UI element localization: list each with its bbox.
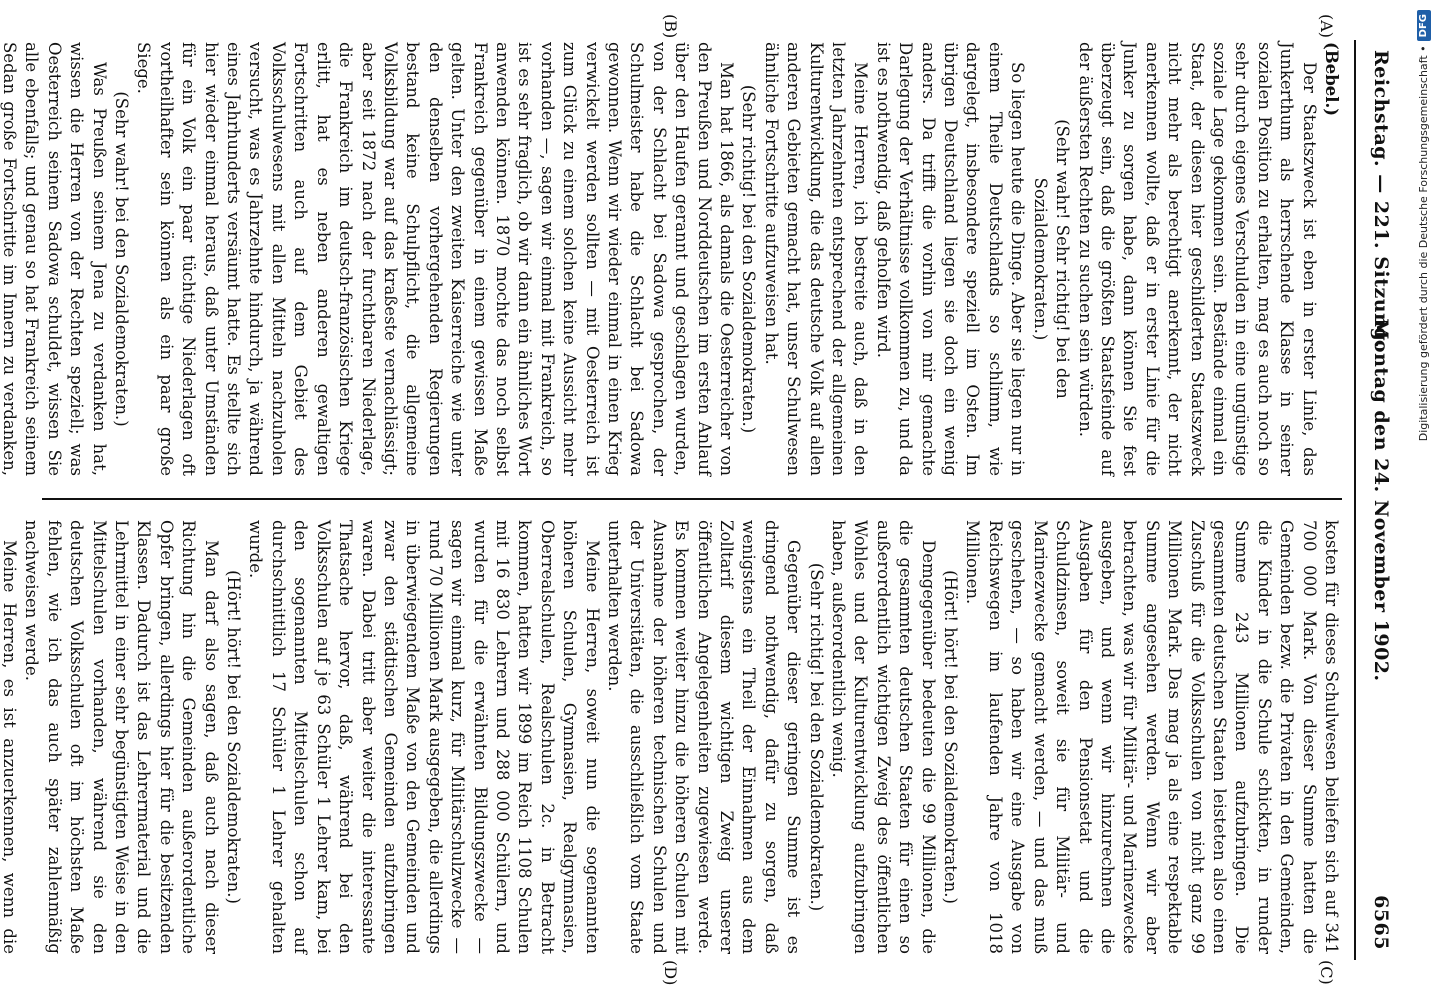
header-session: Reichstag. — 221. Sitzung. [1370, 50, 1392, 349]
digitization-note-text [1412, 0, 1436, 1000]
left-column [0, 42, 1342, 476]
paragraph: Meine Herren, ich bestreite auch, daß in den letzten Jahrzehnten entsprechend der allgemeinen Kulturentwicklung, die das deutsche Volk auf allen anderen Gebieten gemacht hat, unser Schulwesen ähnliche Fortschritte aufzuweisen hat. [761, 42, 871, 476]
paragraph: Gegenüber dieser geringen Summe ist es dringend nothwendig, dafür zu sorgen, daß wenigstens ein Theil der Einnahmen aus dem Zolltarif diesem wichtigen Zweig unserer öffentlichen Angelegenheiten zugewiesen werde. Es kommen weiter hinzu die höheren Schulen mit Ausnahme der höheren technischen Schulen und der Universitäten, die ausschließlich vom Staate unterhalten werden. [605, 520, 804, 954]
paragraph: Man darf also sagen, daß auch nach dieser Richtung hin die Gemeinden außerordentliche Opfer bringen, allerdings hier für die besitzenden Klassen. Dadurch ist das Lehrermaterial und die Lehrmittel in einer sehr begünstigten Weise in den Mittelschulen vorhanden, während sie den deutschen Volksschulen oft im höchsten Maße fehlen, wie ich das auch später zahlenmäßig nachweisen werde. [22, 520, 221, 954]
header-page-number: 6565 [1370, 895, 1392, 950]
paragraph: kosten für dieses Schulwesen beliefen sich auf 341 700 000 Mark. Von dieser Summe hatten die Gemeinden bezw. die Privaten in den Gemeinden, die Kinder in die Schule schickten, in runder Summe 243 Millionen aufzubringen. Die gesammten deutschen Staaten leisteten also einen Zuschuß für die Volksschulen von nicht ganz 99 Millionen Mark. Das mag ja als eine respektable Summe angesehen werden. Wenn wir aber betrachten, was wir für Militär- und Marinezwecke ausgeben, und wenn wir hinzurechnen die Ausgaben für den Pensionsetat und die Schuldzinsen, soweit sie für Militär- und Marinezwecke gemacht werden, — und das muß geschehen, — so haben wir eine Ausgabe von Reichswegen im laufenden Jahre von 1018 Millionen. [963, 520, 1341, 954]
interjection: (Sehr wahr! Sehr richtig! bei den Sozialdemokraten.) [1030, 119, 1073, 399]
funding-credit: Digitalisierung gefördert durch die Deutsche Forschungsgemeinschaft • [1417, 45, 1430, 442]
paragraph: Meine Herren, es ist anzuerkennen, wenn die [0, 540, 20, 954]
speaker-name: (Bebel.) [1322, 42, 1341, 117]
digitization-note [1410, 0, 1434, 1000]
page-header [1356, 40, 1400, 960]
header-date: Montag den 24. November 1902. [1370, 318, 1392, 682]
paragraph: Man hat 1866, als damals die Oesterreicher von den Preußen und Norddeutschen im ersten Anlauf über den Haufen gerannt und geschlagen wurden, von der Schlacht bei Sadowa gesprochen, der Schulmeister habe die Schlacht bei Sadowa gewonnen. Wenn wir wieder einmal in einen Krieg verwickelt werden sollten — mit Oesterreich ist zum Glück zu einem solchen keine Aussicht mehr vorhanden —, sagen wir einmal mit Frankreich, so ist es sehr fraglich, ob wir dann ein ähnliches Wort anwenden können. 1870 mochte das noch selbst Frankreich gegenüber in einem gewissen Maße gelten. Unter den zweiten Kaiserreiche wie unter den denselben vorhergehenden Regierungen bestand keine Schulpflicht, die allgemeine Volksbildung war auf das kraßeste vernachlässigt; aber seit 1872 nach der furchtbaren Niederlage, die Frankreich im deutsch-französischen Kriege erlitt, hat es neben anderen gewaltigen Fortschritten auch auf dem Gebiet des Volksschulwesens mit allen Mitteln nachzuholen versucht, was es Jahrzehnte hindurch, ja während eines Jahrhunderts versäumt hatte. Es stellte sich hier wieder einmal heraus, daß unter Umständen für ein Volk ein paar tüchtige Niederlagen oft vortheilhafter sein können als ein paar große Siege. [134, 42, 737, 476]
rotated-newspaper-page [0, 14, 1400, 986]
column-divider [42, 498, 1342, 500]
dfg-logo: DFG [1417, 10, 1431, 41]
interjection: (Hört! hört! bei den Sozialdemokraten.) [224, 570, 244, 904]
paragraph: Meine Herren, soweit nun die sogenannten höheren Schulen, Gymnasien, Realgymnasien, Oberrealschulen, Realschulen 2c. in Betracht kommen, hatten wir 1899 im Reich 1108 Schulen mit 16 830 Lehrern und 288 000 Schülern, und wurden für die erwähnten Bildungszwecke — sagen wir einmal kurz, für Militärschulzwecke — rund 70 Millionen Mark ausgegeben, die allerdings in überwiegendem Maße von den Gemeinden und zwar den städtischen Gemeinden aufzubringen waren. Dabei tritt aber weiter die interessante Thatsache hervor, daß, während bei den Volksschulen auf je 63 Schüler 1 Lehrer kam, bei den sogenannten Mittelschulen schon auf durchschnittlich 17 Schüler 1 Lehrer gehalten wurde. [246, 520, 602, 954]
margin-marker-d: (D) [661, 960, 680, 986]
paragraph: Der Staatszweck ist eben in erster Linie, das Junkerthum als herrschende Klasse in seiner sozialen Position zu erhalten, mag es auch noch so sehr durch eigenes Verschulden in eine ungünstige soziale Lage gekommen sein. Bestände einmal ein Staat, der diesen hier geschilderten Staatszweck nicht mehr als berechtigt anerkennt, der nicht anerkennen wollte, daß er in erster Linie für die Junker zu sorgen habe, dann können Sie fest überzeugt sein, daß die größten Staatsfeinde auf der äußersten Rechten zu suchen sein würden. [1075, 42, 1319, 476]
margin-marker-a: (A) [1317, 14, 1336, 39]
margin-marker-b: (B) [661, 14, 680, 39]
interjection: (Hört! hört! bei den Sozialdemokraten.) [941, 570, 961, 904]
interjection: (Sehr wahr! bei den Sozialdemokraten.) [112, 91, 132, 427]
paragraph: Was Preußen seinem Jena zu verdanken hat, wissen die Herren von der Rechten speziell; was Oesterreich seinem Sadowa schuldet, wissen Sie alle ebenfalls; und genau so hat Frankreich seinem Sedan große Fortschritte im Innern zu verdanken, [0, 42, 109, 476]
interjection: (Sehr richtig! bei den Sozialdemokraten.) [739, 84, 759, 434]
right-column [0, 520, 1342, 954]
header-rule [1354, 40, 1356, 960]
margin-marker-c: (C) [1317, 960, 1336, 985]
paragraph: Demgegenüber bedeuten die 99 Millionen, die die gesammten deutschen Staaten für einen so außerordentlich wichtigen Zweig des öffentlichen Wohles und der Kulturentwicklung aufzubringen haben, außerordentlich wenig. [829, 520, 938, 954]
paragraph: So liegen heute die Dinge. Aber sie liegen nur in einem Theile Deutschlands so schlimm, wie dargelegt, insbesondere speziell im Osten. Im übrigen Deutschland liegen sie doch ein wenig anders. Da trifft die vorhin von mir gemachte Darlegung der Verhältnisse vollkommen zu, und da ist es nothwendig, daß geholfen wird. [873, 42, 1028, 476]
interjection: (Sehr richtig! bei den Sozialdemokraten.) [806, 562, 826, 912]
